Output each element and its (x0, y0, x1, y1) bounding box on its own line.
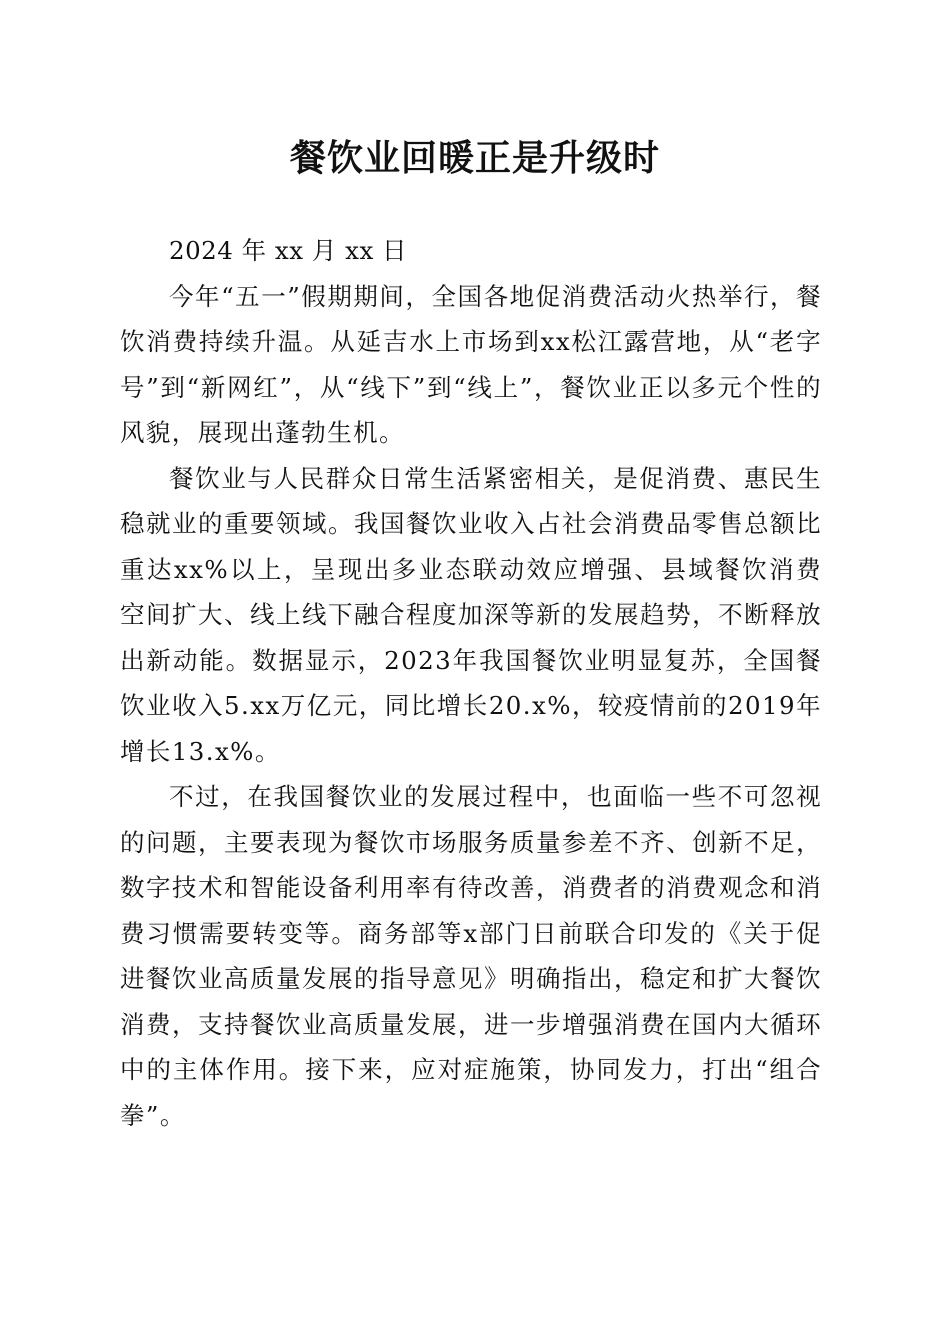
paragraph-1: 今年“五一”假期期间，全国各地促消费活动火热举行，餐饮消费持续升温。从延吉水上市场到xx松江露营地，从“老字号”到“新网红”，从“线下”到“线上”，餐饮业正以多元个性的风貌，展现出蓬勃生机。 (120, 281, 822, 447)
document-body (120, 228, 822, 1138)
document-date: 2024 年 xx 月 xx 日 (169, 236, 408, 265)
document-title: 餐饮业回暖正是升级时 (289, 137, 660, 179)
paragraph-2: 餐饮业与人民群众日常生活紧密相关，是促消费、惠民生稳就业的重要领域。我国餐饮业收入占社会消费品零售总额比重达xx%以上，呈现出多业态联动效应增强、县域餐饮消费空间扩大、线上线下融合程度加深等新的发展趋势，不断释放出新动能。数据显示，2023年我国餐饮业明显复苏，全国餐饮业收入5.xx万亿元，同比增长20.x%，较疫情前的2019年增长13.x%。 (120, 463, 822, 766)
paragraph-3: 不过，在我国餐饮业的发展过程中，也面临一些不可忽视的问题，主要表现为餐饮市场服务质量参差不齐、创新不足，数字技术和智能设备利用率有待改善，消费者的消费观念和消费习惯需要转变等。商务部等x部门日前联合印发的《关于促进餐饮业高质量发展的指导意见》明确指出，稳定和扩大餐饮消费，支持餐饮业高质量发展，进一步增强消费在国内大循环中的主体作用。接下来，应对症施策，协同发力，打出“组合拳”。 (120, 782, 822, 1130)
